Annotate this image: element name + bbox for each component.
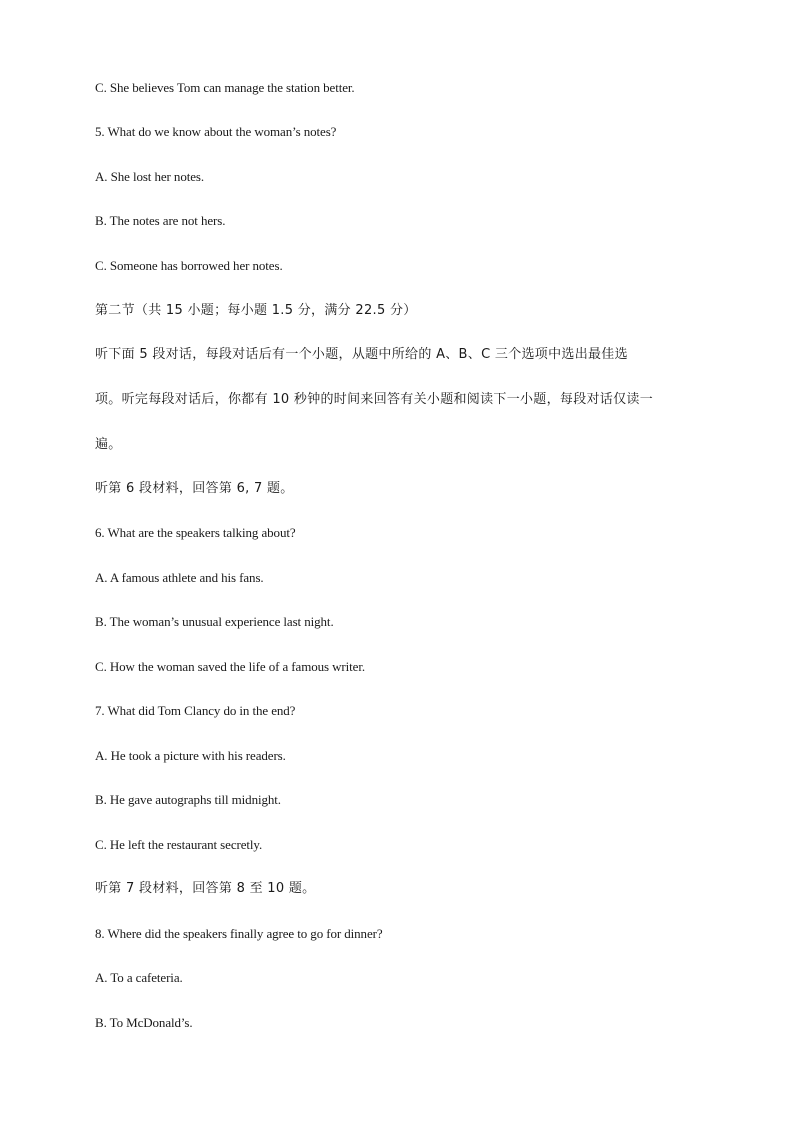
question-7: 7. What did Tom Clancy do in the end?	[95, 703, 296, 718]
option-7c: C. He left the restaurant secretly.	[95, 837, 263, 852]
option-6b: B. The woman’s unusual experience last night.	[95, 614, 334, 629]
option-6a: A. A famous athlete and his fans.	[95, 570, 264, 585]
option-4c: C. She believes Tom can manage the station better.	[95, 80, 355, 95]
question-5: 5. What do we know about the woman’s notes?	[95, 124, 337, 139]
material-7-heading: 听第 7 段材料，回答第 8 至 10 题。	[95, 881, 316, 896]
instructions-line-1: 听下面 5 段对话，每段对话后有一个小题，从题中所给的 A、B、C 三个选项中选出最佳选	[95, 347, 628, 362]
option-7a: A. He took a picture with his readers.	[95, 748, 286, 763]
option-8b: B. To McDonald’s.	[95, 1015, 193, 1030]
instructions-line-3: 遍。	[95, 437, 122, 452]
option-6c: C. How the woman saved the life of a famous writer.	[95, 659, 365, 674]
question-8: 8. Where did the speakers finally agree to go for dinner?	[95, 926, 383, 941]
option-7b: B. He gave autographs till midnight.	[95, 792, 281, 807]
section-heading: 第二节（共 15 小题；每小题 1.5 分，满分 22.5 分）	[95, 303, 417, 318]
material-6-heading: 听第 6 段材料，回答第 6, 7 题。	[95, 481, 294, 496]
option-8a: A. To a cafeteria.	[95, 970, 183, 985]
question-6: 6. What are the speakers talking about?	[95, 525, 296, 540]
option-5c: C. Someone has borrowed her notes.	[95, 258, 283, 273]
option-5a: A. She lost her notes.	[95, 169, 205, 184]
option-5b: B. The notes are not hers.	[95, 213, 226, 228]
instructions-line-2: 项。听完每段对话后，你都有 10 秒钟的时间来回答有关小题和阅读下一小题，每段对话仅读一	[95, 392, 654, 407]
